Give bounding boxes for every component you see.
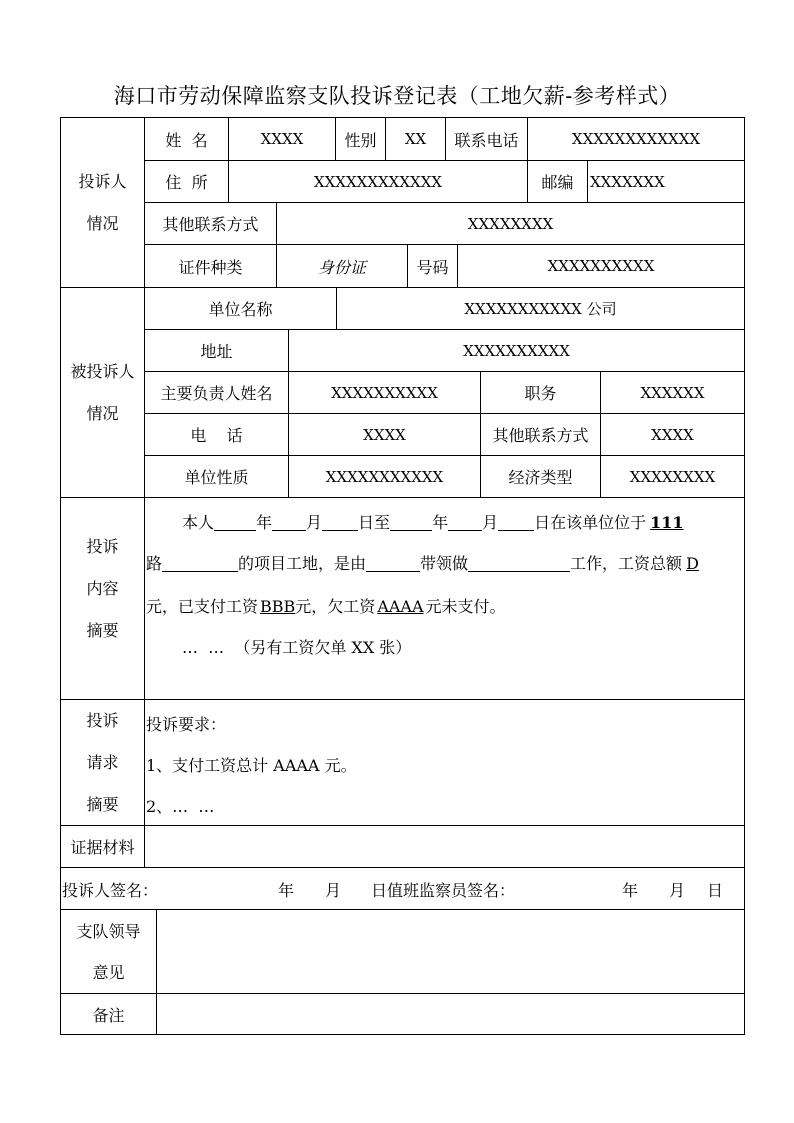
blank-field[interactable]: [390, 512, 432, 531]
blank-field[interactable]: [214, 512, 256, 531]
content-label-line1: 投诉: [86, 536, 119, 556]
complainant-signature-field[interactable]: [190, 870, 270, 906]
request-body[interactable]: [146, 700, 744, 825]
gender-value[interactable]: XX: [404, 130, 427, 148]
blank-field[interactable]: [272, 512, 306, 531]
request-label-line1: 投诉: [86, 710, 119, 730]
respondent-label-line2: 情况: [86, 403, 119, 423]
address-label: 住 所: [165, 173, 208, 192]
request-line-3: 2、… …: [146, 797, 215, 816]
respondent-address-label: 地址: [200, 342, 233, 361]
request-label-line2: 请求: [86, 752, 119, 772]
respondent-other-contact-label: 其他联系方式: [492, 426, 589, 445]
content-label-line2: 内容: [86, 578, 119, 598]
respondent-phone-value[interactable]: XXXX: [363, 425, 406, 444]
other-contact-value[interactable]: XXXXXXXX: [467, 214, 554, 233]
id-number-label: 号码: [416, 257, 449, 277]
name-value[interactable]: XXXX: [260, 130, 304, 148]
divider: [60, 867, 745, 868]
leader-opinion-field[interactable]: [157, 910, 744, 993]
id-type-value[interactable]: 身份证: [317, 257, 366, 277]
blank-field[interactable]: [448, 512, 482, 531]
signature-month-1: 月: [325, 881, 342, 900]
blank-field[interactable]: [498, 512, 534, 531]
complainant-label-line2: 情况: [86, 213, 119, 233]
leader-label-line2: 意见: [92, 962, 125, 982]
request-label-line3: 摘要: [86, 794, 119, 814]
respondent-section-label: [61, 288, 144, 497]
id-number-value[interactable]: XXXXXXXXXX: [547, 257, 655, 275]
content-line-2: 路 的项目工地，是由 带领做 工作，工资总额 D: [146, 554, 699, 573]
phone-value[interactable]: XXXXXXXXXXXX: [571, 130, 701, 148]
econ-type-value[interactable]: XXXXXXXX: [629, 467, 716, 486]
request-line-1: 投诉要求：: [146, 715, 227, 734]
request-section-label: [61, 700, 144, 825]
remarks-field[interactable]: [157, 994, 744, 1034]
id-type-label: 证件种类: [178, 257, 243, 277]
complainant-signature-label: 投诉人签名：: [62, 881, 159, 900]
position-value[interactable]: XXXXXX: [640, 383, 705, 402]
signature-year-1: 年: [278, 881, 295, 900]
request-line-2: 1、支付工资总计 AAAA 元。: [146, 756, 357, 775]
blank-field[interactable]: [322, 512, 358, 531]
content-line-4: … … （另有工资欠单 XX 张）: [182, 638, 412, 657]
content-label-line3: 摘要: [86, 620, 119, 640]
table-border-right: [744, 117, 745, 1035]
inspector-signature-label: 日值班监察员签名：: [371, 881, 516, 900]
signature-month-2: 月: [669, 881, 686, 900]
table-border-bottom: [60, 1034, 745, 1035]
address-value[interactable]: XXXXXXXXXXXX: [313, 172, 443, 191]
other-contact-label: 其他联系方式: [162, 215, 259, 234]
leader-label-line1: 支队领导: [76, 921, 141, 941]
content-line-3: 元，已支付工资 BBB元，欠工资 AAAA 元未支付。: [146, 597, 506, 616]
blank-field[interactable]: [366, 553, 420, 572]
head-name-value[interactable]: XXXXXXXXXX: [331, 383, 438, 402]
content-body[interactable]: [146, 498, 744, 699]
respondent-phone-label: 电 话: [190, 426, 243, 445]
evidence-field[interactable]: [145, 826, 744, 867]
inspector-signature-field[interactable]: [530, 870, 615, 906]
nature-value[interactable]: XXXXXXXXXXX: [325, 467, 444, 486]
blank-field[interactable]: [162, 553, 238, 572]
content-line-1: 本人 年 月 日至 年 月 日在该单位位于 111: [182, 513, 684, 532]
position-label: 职务: [524, 384, 557, 403]
head-name-label: 主要负责人姓名: [160, 384, 273, 403]
content-section-label: [61, 498, 144, 699]
name-label: 姓 名: [165, 130, 208, 150]
complainant-section-label: [61, 118, 144, 287]
remarks-label: 备注: [92, 1005, 125, 1025]
respondent-other-contact-value[interactable]: XXXX: [651, 425, 694, 444]
blank-field[interactable]: [468, 553, 570, 572]
complainant-label-line1: 投诉人: [78, 171, 127, 191]
respondent-label-line1: 被投诉人: [70, 361, 135, 381]
postcode-value[interactable]: XXXXXXX: [590, 172, 665, 191]
phone-label: 联系电话: [454, 130, 519, 150]
econ-type-label: 经济类型: [508, 468, 573, 487]
company-value[interactable]: XXXXXXXXXXX 公司: [464, 300, 617, 318]
signature-day-2: 日: [707, 881, 724, 900]
respondent-address-value[interactable]: XXXXXXXXXX: [463, 341, 570, 360]
leader-opinion-label: [61, 910, 156, 993]
signature-year-2: 年: [622, 881, 639, 900]
nature-label: 单位性质: [184, 468, 249, 487]
form-title: 海口市劳动保障监察支队投诉登记表（工地欠薪-参考样式）: [113, 84, 681, 108]
company-label: 单位名称: [208, 300, 273, 319]
evidence-label: 证据材料: [70, 838, 135, 857]
gender-label: 性别: [344, 130, 377, 150]
postcode-label: 邮编: [541, 173, 574, 192]
